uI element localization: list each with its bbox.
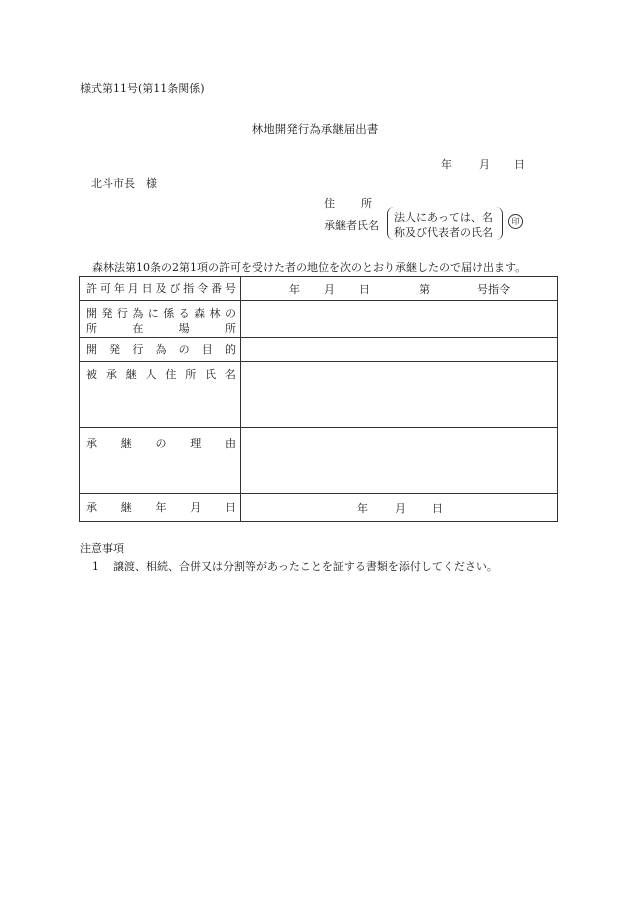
succession-month: 月 <box>395 501 406 515</box>
label-char: の <box>178 343 190 356</box>
notes-heading: 注意事項 <box>80 542 124 555</box>
label-char: 及 <box>155 282 167 295</box>
form-number: 様式第11号(第11条関係) <box>80 82 205 95</box>
label-char: 係 <box>163 307 175 320</box>
label-char: 人 <box>145 368 157 381</box>
label-char: 指 <box>183 282 195 295</box>
label-char: 所 <box>86 322 97 335</box>
label-char: 開 <box>86 307 97 320</box>
label-char: 森 <box>194 307 206 320</box>
corporate-note-line1: 法人にあっては、名 <box>394 211 493 224</box>
document-title: 林地開発行為承継届出書 <box>251 122 379 136</box>
addressee: 北斗市長 様 <box>91 177 157 190</box>
label-char: る <box>178 307 190 320</box>
label-char: 由 <box>225 437 236 450</box>
label-char: 林 <box>209 307 221 320</box>
location-row <box>80 301 558 338</box>
purpose-field[interactable] <box>241 338 558 362</box>
purpose-label-text <box>86 342 236 357</box>
label-char: び <box>169 282 181 295</box>
label-char: 発 <box>109 343 121 356</box>
predecessor-row <box>80 362 558 428</box>
permit-suffix: 号指令 <box>477 282 510 296</box>
permit-label <box>80 277 241 301</box>
reason-row <box>80 428 558 494</box>
address-label <box>324 195 372 211</box>
label-char: 行 <box>132 343 144 356</box>
label-char: 号 <box>224 282 236 295</box>
succession-date-label-text <box>86 500 236 515</box>
label-char: の <box>224 307 236 320</box>
permit-day: 日 <box>359 282 370 296</box>
label-char: 為 <box>132 307 144 320</box>
label-char: 月 <box>127 282 139 295</box>
label-char: 承 <box>105 368 117 381</box>
note-text: 譲渡、相続、合併又は分割等があったことを証する書類を添付してください。 <box>113 560 498 573</box>
label-char: 継 <box>125 368 137 381</box>
label-char: 年 <box>155 501 167 514</box>
date-month: 月 <box>479 158 490 171</box>
label-char: 所 <box>224 322 236 335</box>
label-char: 場 <box>178 322 190 335</box>
location-field[interactable] <box>241 301 558 338</box>
label-char: 為 <box>155 343 167 356</box>
label-char: 承 <box>86 437 97 450</box>
label-char: 行 <box>116 307 128 320</box>
label-char: 番 <box>211 282 223 295</box>
label-char: に <box>147 307 159 320</box>
label-char: 継 <box>120 501 132 514</box>
permit-month: 月 <box>324 282 335 296</box>
label-char: 住 <box>165 368 177 381</box>
permit-year: 年 <box>289 282 300 296</box>
permit-value[interactable] <box>241 277 558 301</box>
label-char: 名 <box>224 368 236 381</box>
label-char: 目 <box>201 343 213 356</box>
label-char: の <box>155 437 167 450</box>
location-label-line1 <box>86 306 236 321</box>
purpose-label <box>80 338 241 362</box>
succession-date-label <box>80 494 241 522</box>
label-char: 発 <box>101 307 113 320</box>
location-label <box>80 301 241 338</box>
label-char: 所 <box>185 368 197 381</box>
label-char: 可 <box>99 282 111 295</box>
reason-label <box>80 428 241 494</box>
successor-name-label: 承継者氏名 <box>324 219 379 232</box>
permit-row <box>80 277 558 301</box>
submission-date <box>441 156 525 172</box>
predecessor-label-text <box>86 367 236 382</box>
address-char2: 所 <box>361 197 372 210</box>
label-char: 在 <box>132 322 144 335</box>
label-char: 継 <box>120 437 132 450</box>
label-char: 開 <box>86 343 97 356</box>
location-label-line2 <box>86 321 236 336</box>
seal-mark: 印 <box>508 214 523 229</box>
permit-label-text <box>86 281 236 296</box>
succession-date-field[interactable] <box>241 494 558 522</box>
label-char: 氏 <box>205 368 217 381</box>
date-year: 年 <box>441 158 452 171</box>
label-char: 月 <box>190 501 202 514</box>
corporate-note-line2: 称及び代表者の氏名 <box>394 226 493 239</box>
label-char: 日 <box>141 282 153 295</box>
note-item <box>92 558 498 574</box>
predecessor-field[interactable] <box>241 362 558 428</box>
reason-field[interactable] <box>241 428 558 494</box>
predecessor-label <box>80 362 241 428</box>
date-day: 日 <box>514 158 525 171</box>
label-char: 理 <box>190 437 202 450</box>
label-char: 年 <box>113 282 125 295</box>
succession-date-row <box>80 494 558 522</box>
label-char: 令 <box>197 282 209 295</box>
label-char: 的 <box>224 343 236 356</box>
address-char1: 住 <box>324 197 335 210</box>
reason-label-text <box>86 436 236 451</box>
label-char: 日 <box>225 501 236 514</box>
permit-dai: 第 <box>419 282 430 296</box>
label-char: 被 <box>86 368 97 381</box>
label-char: 許 <box>86 282 97 295</box>
label-char: 承 <box>86 501 97 514</box>
succession-year: 年 <box>357 501 368 515</box>
succession-form-table <box>79 276 558 522</box>
succession-day: 日 <box>432 501 443 515</box>
note-number: 1 <box>92 560 99 573</box>
intro-text: 森林法第10条の2第1項の許可を受けた者の地位を次のとおり承継したので届け出ます。 <box>92 261 527 274</box>
purpose-row <box>80 338 558 362</box>
